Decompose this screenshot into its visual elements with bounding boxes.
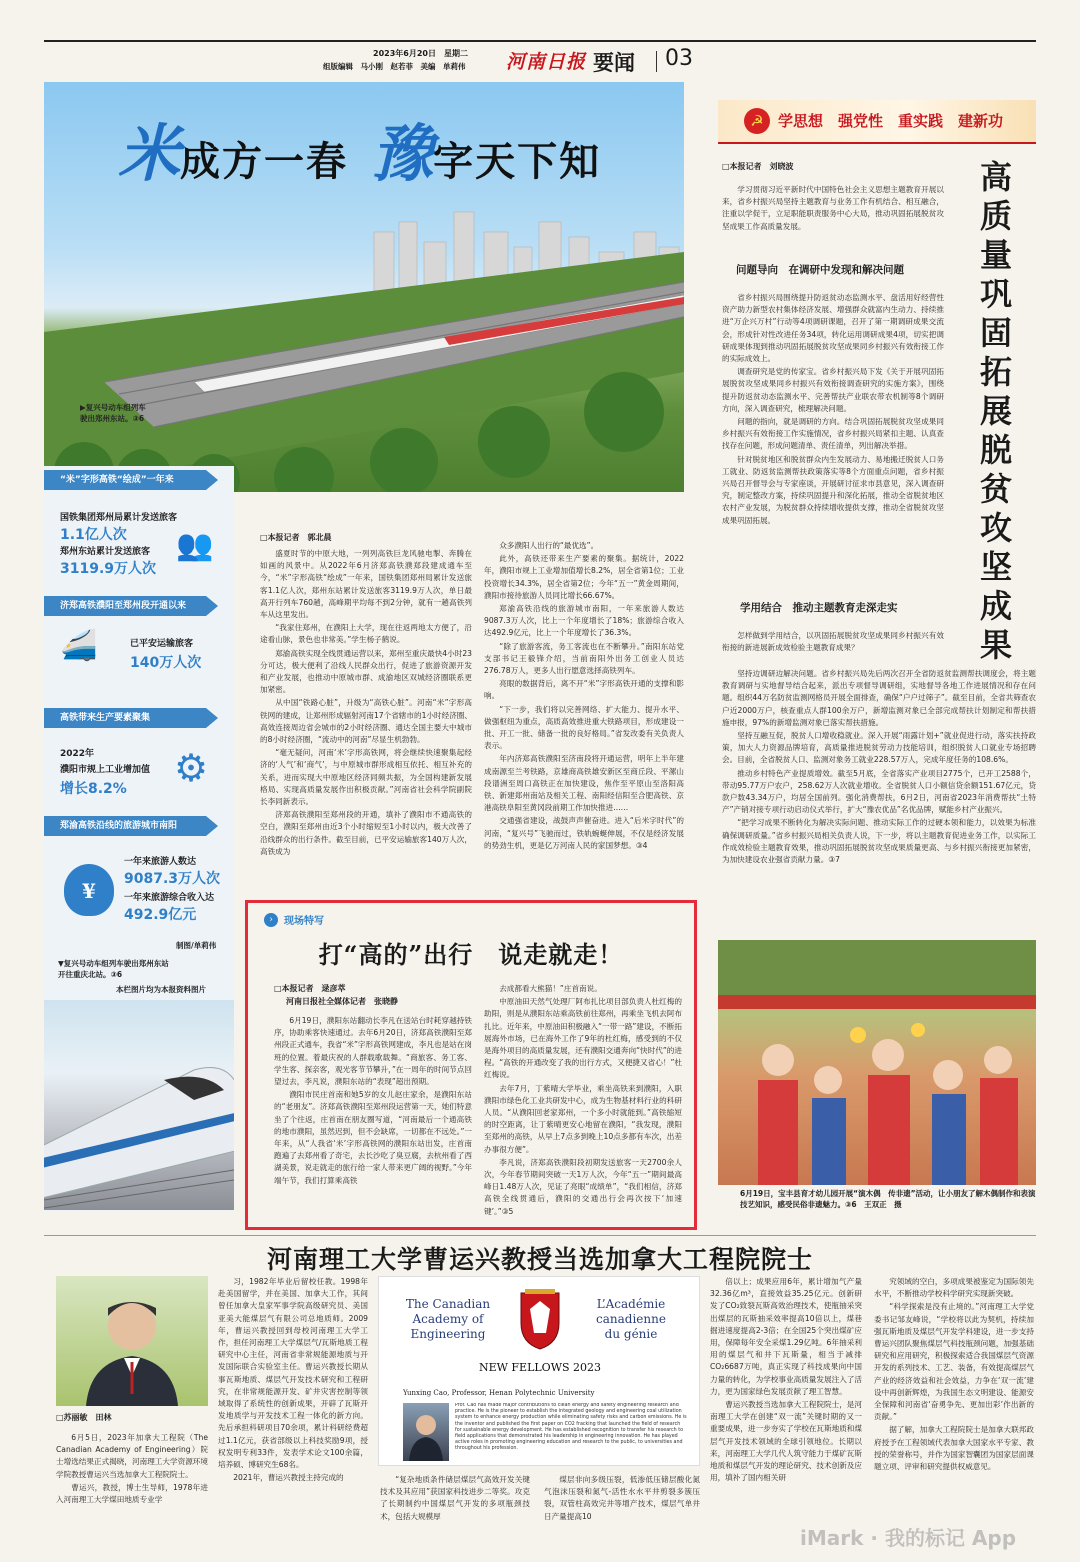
paragraph: 怎样做到学用结合，以巩固拓展脱贫攻坚成果同乡村振兴有效衔接的新进展新成效检验主题教育成果？ (722, 631, 944, 653)
cae-name-english: The Canadian Academy of Engineering (405, 1297, 491, 1341)
fellow-photo (403, 1403, 449, 1461)
fellow-photo-illustration (403, 1403, 449, 1461)
paragraph: 6月5日，2023年加拿大工程院（The Canadian Academy of Engineering）院士增选结果正式揭晓，河南理工大学资源环境学院教授曹运兴当选加拿大工程院院士。 (56, 1433, 208, 1479)
fellow-citation: Prof. Cao has made major contributions to clean energy and safety engineering research and practice. He is the pioneer to establish the integrated geology and engineering coal utilization system to enhance energy production while eliminating safety risks and carbon emissions. He is the inventor and published the first paper on CO2 fracking that launched the field of research for sustainable energy development. He has established recognition to transfer his research to field applications that demonstrated his leadership in engineering innovation. He has played active roles in promoting engineering education and research to the public, to universities and throughout his profession. (455, 1403, 687, 1452)
bottom-column-2 (218, 1276, 368, 1552)
paragraph: 去年7月，丁紫晴大学毕业，乘坐高铁来到濮阳，入职濮阳市绿色化工业共研发中心，成为生物基材料行业的科研人员。“从濮阳回老家郑州，一个多小时就能到。”高铁缩短的时空距离，让丁紫晴更安心地留在濮阳，“我发现，濮阳至郑州的高铁，从早上7点多到晚上10点多都有车次，出差办事很方便”。 (484, 1083, 682, 1154)
sidebar-photo-caption: ▼复兴号动车组列车驶出郑州东站 开往重庆北站。③6 (58, 959, 169, 979)
paragraph: 问题的指向，就是调研的方向。结合巩固拓展脱贫攻坚成果同乡村振兴有效衔接工作实施情况，省乡村振兴局紧扣主题、认真查找存在问题，形成问题清单、责任清单，列出解决举措。 (722, 417, 944, 451)
section-divider (656, 51, 657, 72)
right-subhead-2: 学用结合 推动主题教育走深走实 (740, 602, 898, 614)
headline-char: 坚 (979, 548, 1012, 586)
paragraph: “复杂地质条件储层煤层气高效开发关键技术及其应用”获国家科技进步二等奖。攻克了长期制约中国煤层气开发的多项瓶颈技术，包括大规模厚 (380, 1475, 530, 1521)
paragraph: 学习贯彻习近平新时代中国特色社会主义思想主题教育开展以来，省乡村振兴局坚持主题教育与业务工作有机结合、相互融合，注重以学促干，立足职能职责服务中心大局，推动巩固拓展脱贫攻坚成果工作高质量发展。 (722, 185, 944, 231)
train-photo (44, 1000, 234, 1210)
paragraph: 此外，高铁还带来生产要素的聚集。据统计，2022年，濮阳市规上工业增加值增长8.2%，居全省第1位；工业投资增长34.3%，居全省第2位；今年“五一”黄金周期间，濮阳市接待旅游人员同比增长66.67%。 (484, 554, 684, 600)
hero-title-char-1: 米 (118, 117, 181, 190)
featured-story-byline-1: □本报记者 逯彦萃 (274, 984, 346, 993)
headline-char: 拓 (979, 353, 1012, 391)
paragraph: 去成都看大熊猫！”庄首南说。 (499, 984, 602, 993)
featured-story-byline-2: 河南日报社全媒体记者 张晓静 (286, 997, 398, 1006)
money-bag-icon: ¥ (64, 864, 114, 916)
sidebar-header-1: “米”字形高铁“绘成”一年来 (44, 470, 206, 490)
paragraph: 习，1982年毕业后留校任教。1998年赴美国留学，并在美国、加拿大工作，其间曾任加拿大皇家军事学院高级研究员、美国亚美大能煤层气有限公司总地质师。2009年，曹运兴教授回到母校河南理工大学工作，担任河南理工大学煤层气/瓦斯地质工程研究中心主任，河南省非常规能源地质与开发国际联合实验室主任。曹运兴教授长期从事瓦斯地质、煤层气开发技术研究和工程研究，在非常规能源开发、矿井灾害控制等领域取得了系统性的创新成果，开辟了瓦斯开发地质学与开发技术工程一体化的新方向。先后承担科研项目70余项，累计科研经费超过1.1亿元，获省部级以上科技奖励9项，授权发明专利33件，发表学术论文100余篇，培养硕、博研究生68名。 (218, 1277, 368, 1470)
headline-char: 质 (979, 197, 1012, 235)
paragraph: 众多濮阳人出行的“最优选”。 (499, 541, 599, 550)
sidebar-stat-5-label: 一年来旅游人数达 (124, 857, 197, 867)
bottom-headline: 河南理工大学曹运兴教授当选加拿大工程院院士 (266, 1245, 813, 1274)
sidebar-stat-3-value: 140万人次 (130, 655, 202, 671)
right-subhead-1: 问题导向 在调研中发现和解决问题 (736, 264, 904, 276)
vertical-headline (968, 158, 1024, 665)
paragraph: 郑渝高铁实现全线贯通运营以来，郑州至重庆最快4小时23分可达，极大便利了沿线人民群众出行，促进了旅游资源开发和产业发展，也推动中原城市群、成渝地区双城经济圈联系更加紧密。 (260, 648, 472, 695)
paragraph: 济郑高铁濮阳至郑州段的开通，填补了濮阳市不通高铁的空白，濮阳至郑州由近3个小时缩短至1小时以内，极大改善了沿线群众的出行条件。截至目前，已平安运输旅客140万人次，高铁成为 (260, 810, 472, 856)
paragraph: 究领域的空白，多项成果被鉴定为国际领先水平，不断推动学校科学研究实现新突破。 (874, 1277, 1034, 1299)
sidebar-header-2: 济郑高铁濮阳至郑州段开通以来 (44, 596, 206, 616)
masthead-date: 2023年6月20日 星期二 (373, 49, 468, 58)
scene-label: 现场特写 (284, 916, 324, 927)
paragraph: 郑渝高铁沿线的旅游城市南阳，一年来旅游人数达9087.3万人次，比上一个年度增长了18%；旅游综合收入达492.9亿元，比上一个年度增长了36.3%。 (484, 604, 684, 638)
masthead-rule (44, 40, 1036, 42)
paragraph: 坚持边调研边解决问题。省乡村振兴局先后两次召开全省防返贫监测帮扶调度会，将主题教育调研与实地督导结合起来，派出专项督导调研组，实地督导各地工作进展情况和存在问题。组织44万名防贫监测网格员开展全面排查，确保“户户过筛子”。截至目前，全省共筛查农户近2000万户，核查重点人群100余万户，新增监测对象已全部完成帮扶计划制定和帮扶措施申报，97%的新增监测对象已落实帮扶措施。 (722, 669, 1036, 727)
people-icon: 👥 (176, 528, 214, 563)
paragraph: “毫无疑问，河南‘米’字形高铁网，将会继续快速聚集起经济的‘人气’和‘商气’，与中原城市群形成相互依托、相互补充的关系，进而实现大中原地区经济同频共振，为全国构建新发展格局、实现高质量发展作出积极贡献。”河南省社会科学院副院长李同新表示。 (260, 748, 472, 807)
paragraph: “我家住郑州，在濮阳上大学，现在往返两地太方便了，沿途看山脉，景色也非常美。”学生杨子鹤说。 (260, 623, 472, 645)
paragraph: 曹运兴教授当选加拿大工程院院士，是河南理工大学在创建“双一流”关键时期的又一重要成果，进一步夯实了学校在瓦斯地质和煤层气开发技术领域的全球引领地位。长期以来，河南理工大学几代人筑守能力于煤矿瓦斯地质和煤层气开发的理论研究、技术创新及应用，填补了国内相关研 (710, 1400, 862, 1483)
right-column-2-top (722, 630, 944, 666)
bottom-rule (44, 1235, 1036, 1236)
sidebar-stat-1-value: 1.1亿人次 (60, 527, 127, 543)
campaign-banner (718, 100, 1036, 144)
story1-column-1 (260, 548, 472, 893)
hero-photo (44, 82, 684, 492)
paragraph: 省乡村振兴局围绕提升防返贫动态监测水平、盘活用好经营性资产助力新型农村集体经济发展、增强群众就富内生动力、持续推进“万企兴万村”行动等4项调研课题，召开了第一期调研成果交流会，形成针对性改进任务34项，转化运用调研成果4项，切实把调研成果体现到推动巩固拓展脱贫攻坚成果同乡村振兴有效衔接工作的实际成效上。 (722, 293, 944, 364)
paragraph: 针对脱贫地区和脱贫群众内生发展动力、易地搬迁脱贫人口务工就业、防返贫监测帮扶政策落实等8个方面重点问题，省乡村振兴局召开督导会与专家座谈，开展研讨征求市县意见，深入调查研究，制定整改方案，持续巩固提升和深化拓展，推动全省脱贫地区农村产业发展，为脱贫群众持续增收提供支撑，推动全省脱贫攻坚成果巩固拓展。 (722, 454, 944, 525)
sidebar-stat-3-label: 已平安运输旅客 (130, 639, 194, 649)
sidebar-stat-6-label: 一年来旅游综合收入达 (124, 893, 215, 903)
hero-title (118, 104, 601, 193)
scene-label-icon: › (264, 913, 278, 927)
right-column-1 (722, 292, 944, 582)
bottom-column-1 (56, 1432, 208, 1552)
sidebar-header-3: 高铁带来生产要素聚集 (44, 708, 206, 728)
paragraph: 推动乡村特色产业提质增效。截至5月底，全省落实产业项目2775个，已开工2588个，带动95.77万户农户，258.62万人次就业增收。全省脱贫人口小额信贷余额151.67亿元，贷款户数43.34万户，均居全国前列。强化消费帮扶，6月2日，河南省2023年消费帮扶“土特产”产销对接专项行动启动仪式举行，扩大“豫农优品”名优品牌，赋能乡村产业振兴。 (722, 768, 1036, 815)
bottom-column-3 (380, 1474, 530, 1552)
hero-title-char-2: 豫 (371, 117, 434, 190)
paragraph: 煤层非向多级压裂，低渗低压储层酸化氮气泡沫压裂和氮气-活性水水平井剪裂多簇压裂，双管柱高效完井等增产技术，煤层气单井日产量提高10 (544, 1475, 700, 1521)
puppet-photo-caption: 6月19日，宝丰县育才幼儿园开展“演木偶 传非遗”活动，让小朋友了解木偶制作和表演技艺知识，感受民俗非遗魅力。③6 王双正 摄 (740, 1189, 1036, 1209)
featured-story-column-1 (274, 1015, 472, 1221)
story1-column-2 (484, 540, 684, 893)
paragraph: 年内济郑高铁濮阳至济南段将开通运营，明年上半年建成南源至兰考铁路，京雄商高铁雄安新区至商丘段、平漯山段谱洲至周口高铁正在加快建设，焦作至平原山至洛阳高铁、新建郑州南站及相关工程、南阳经信阳至合肥高铁、京港高铁阜阳至黄冈段前期工作加快推进…… (484, 754, 684, 813)
paragraph: “把学习成果不断转化为解决实际问题、推动实际工作的过硬本领和能力，以效果为标准确保调研质量。”省乡村振兴局相关负责人说，下一步，将以主题教育促进业务工作，以实际工作成效检验主题教育效果，推动巩固拓展脱贫攻坚成果质量更高、与乡村振兴衔接更加紧密，为加快建设农业强省贡献力量。③7 (722, 818, 1036, 865)
paragraph: “科学探索是没有止境的。”河南理工大学党委书记邹友峰说，“学校将以此为契机，持续加强瓦斯地质及煤层气开发学科建设，进一步支持曹运兴团队聚焦煤层气科技瓶颈问题，加强基础研究和应用研究，积极探索适合我国煤层气资源开发的系列技术、工艺、装备，有效提高煤层气产业的经济效益和社会效益，力争在‘双一流’建设中再创新辉煌，为我国生态文明建设、能源安全保障和河南省‘奋勇争先、更加出彩’作出新的贡献。” (874, 1302, 1034, 1422)
headline-char: 量 (979, 236, 1012, 274)
bottom-column-6 (874, 1276, 1034, 1552)
puppet-show-photo (718, 940, 1036, 1185)
paragraph: 濮阳市民庄首南和她5岁的女儿赵庄家余，是濮阳东站的“老朋友”。济郑高铁濮阳至郑州段运营第一天，她们特意坐了个往返，庄首南在朋友圈写道，“河南最后一个通高铁的地市濮阳，虽然迟到，但不会缺席，一切都在不远处。”一年来，从“人我省‘米’字形高铁网的濮阳东站出发，庄首南跑遍了去郑州看了奇宅，去长沙吃了臭豆腐，去杭州看了西湖美景，说走就走的旅行给一家人带来更广阔的视野。”今年端午节，我们打算乘高铁 (274, 1090, 472, 1185)
bottom-byline: □苏丽敏 田林 (56, 1413, 112, 1422)
paragraph: 中原油田天然气处理厂阿布扎比项目部负责人杜红梅的助阳，则是从濮阳东站乘高铁前往郑州，再乘坐飞机去阿布扎比。近年来，中原油田积极融入“一带一路”建设，不断拓展海外市场，已在海外工作了9年的杜红梅，感受到的不仅是海外项目的高质量发展，还有濮阳交通奔向“快时代”的进程。“高铁的开通改变了我的出行方式，又便捷又省心！”杜红梅说。 (484, 997, 682, 1080)
gear-icon: ⚙ (174, 746, 209, 790)
sidebar-stat-6-value: 492.9亿元 (124, 907, 197, 923)
paragraph: “下一步，我们将以完善网络、扩大能力、提升水平、做强枢纽为重点，高质高效推进重大铁路项目，形成建设一批、开工一批、储备一批的良好格局。”省发改委有关负责人表示。 (484, 704, 684, 751)
headline-char: 贫 (979, 470, 1012, 508)
headline-char: 巩 (979, 275, 1012, 313)
paragraph: 从中国“铁路心脏”，升级为“高铁心脏”。河南“米”字形高铁网的建成，让郑州形成辐射河南17个省辖市的1小时经济圈、高效连接周边省会城市的2小时经济圈、通达全国主要大中城市的8小时经济圈，“流动中的河南”尽显生机勃勃。 (260, 698, 472, 745)
section-name: 要闻 (593, 51, 635, 75)
headline-char: 展 (979, 392, 1012, 430)
cae-crest-icon (515, 1289, 565, 1351)
train-icon: 🚄 (60, 628, 98, 663)
headline-char: 固 (979, 314, 1012, 352)
paragraph: 曹运兴，教授，博士生导师，1978年进入河南理工大学煤田地质专业学 (56, 1482, 208, 1505)
newspaper-logo: 河南日报 (506, 51, 587, 73)
puppet-show-illustration (718, 940, 1036, 1185)
headline-char: 攻 (979, 509, 1012, 547)
campaign-banner-text: 学思想 强党性 重实践 建新功 (778, 112, 1004, 130)
featured-story-box (245, 900, 697, 1230)
app-watermark: iMark · 我的标记 App (800, 1526, 1017, 1550)
right-lead (722, 184, 944, 248)
cae-crest-svg (515, 1289, 565, 1351)
right-byline: □本报记者 刘晓波 (722, 162, 794, 171)
paragraph: “除了旅游客流，务工客流也在不断攀升。”南阳东站党支部书记王毅锋介绍，当前南阳外出务工创业人员达276.78万人，更多人出行愿意选择高铁列车。 (484, 641, 684, 676)
sidebar-stat-2-value: 3119.9万人次 (60, 561, 157, 577)
sidebar-stat-4-value: 增长8.2% (60, 781, 127, 797)
headline-char: 高 (979, 158, 1012, 196)
right-column-2 (722, 668, 1036, 940)
sidebar-credit: 制图/单莉伟 (176, 941, 217, 950)
hero-photo-caption: ▶复兴号动车组列车 驶出郑州东站。③6 (80, 403, 146, 423)
masthead-editors: 组版编辑 马小刚 赵若菲 美编 单莉伟 (323, 62, 466, 71)
cae-name-french: L’Académie canadienne du génie (596, 1297, 666, 1341)
paragraph: 2021年，曹运兴教授主持完成的 (233, 1473, 344, 1483)
hero-title-part-1: 成方一春 (180, 138, 349, 185)
paragraph: 交通强省建设，战鼓声声催奋进。进入“后米字时代”的河南，“复兴号”飞驰而过，铁轨蜿蜒伸展，不仅是经济发展的势劲生机，更是亿万河南人民的家国梦想。③4 (484, 816, 684, 850)
headline-char: 成 (979, 587, 1012, 625)
sidebar-stat-2-label: 郑州东站累计发送旅客 (60, 547, 151, 557)
fellows-certificate (378, 1276, 700, 1466)
paragraph: 倍以上；成果应用6年，累计增加气产量32.36亿m³，直接效益35.25亿元。创新研发了CO₂致裂瓦斯高效治理技术，使瓶抽采突出煤层的瓦斯抽采效率提高10倍以上，煤巷掘进速度提高2-3倍；在全国25个突出煤矿应用，保障每年安全采煤1.29亿吨。6年抽采利用的煤层气和井下瓦斯量，相当于减排CO₂6687万吨，真正实现了科技成果向中国力量的转化，为学校事业高质量发展注入了活力，更为国家绿色发展贡献了理工智慧。 (710, 1277, 862, 1396)
party-emblem-icon: ☭ (744, 108, 770, 134)
sidebar-stat-4-label: 濮阳市规上工业增加值 (60, 765, 151, 775)
sidebar-photo-credit: 本栏图片均为本报资料图片 (116, 985, 206, 994)
paragraph: 李凡说，济郑高铁濮阳段初期发送旅客一天2700余人次，今年春节期间突破一天1万人次，今年“五一”期间最高峰日1.48万人次，见证了亮眼“成绩单”，“我们相信，济郑高铁全线贯通后，濮阳的交通出行会再次按下‘加速键’。”③5 (484, 1157, 682, 1216)
new-fellows-label: NEW FELLOWS 2023 (478, 1361, 602, 1374)
sidebar-stat-5-value: 9087.3万人次 (124, 871, 221, 887)
page-number: 03 (665, 46, 693, 71)
portrait-illustration (56, 1276, 208, 1406)
paragraph: 6月19日，濮阳东站翻动长李凡在送站台时耗穿越持铁序，协助乘客快速通过。去年6月20日，济郑高铁濮阳至郑州段正式通车，我省“米”字形高铁网建成，李凡也是站在岗班的位置。着最庆祝的人群载歌载舞。“商旅客、务工客、学生客、探亲客，观光客节节攀升，”在一周年的时间节点回望过去，李凡说，濮阳东站的“表现”超出预期。 (274, 1016, 472, 1087)
featured-story-column-2 (484, 983, 682, 1221)
paragraph: 坚持互融互促，脱贫人口增收稳就业。深入开展“雨露计划+”就业促进行动，落实扶持政策，加大人力资源品牌培育，高质量推进脱贫劳动力技能培训，组织脱贫人口就业专场招聘会。目前，全省脱贫人口、监测对象务工就业228.57万人，完成年度任务的108.6%。 (722, 731, 1036, 765)
paragraph: 亮眼的数据背后，离不开“米”字形高铁开通的支撑和影响。 (484, 679, 684, 701)
paragraph: 盛夏时节的中原大地，一列列高铁巨龙风驰电掣、奔腾在如画的风景中。从2022年6月济郑高铁濮郑段建成通车至今，“米”字形高铁“绘成”一年来，国铁集团郑州局累计发送旅客1.1亿人次，郑州东站累计发送旅客3119.9万人次，单日最高开行列车760趟，高峰期平均每不到2分钟，就有一趟高铁列车从这里发出。 (260, 549, 472, 620)
bottom-column-5 (710, 1276, 862, 1552)
story1-byline: □本报记者 郭北晨 (260, 533, 332, 542)
sidebar-stat-1-label: 国铁集团郑州局累计发送旅客 (60, 513, 178, 523)
headline-char: 果 (979, 626, 1012, 664)
paragraph: 调查研究是党的传家宝。省乡村振兴局下发《关于开展巩固拓展脱贫攻坚成果同乡村振兴有效衔接调查研究的实施方案》，围绕提升防返贫动态监测水平、完善帮扶产业联农带农机制等8个调研方向，深入调查研究，梳理解决问题。 (722, 367, 944, 413)
headline-char: 脱 (979, 431, 1012, 469)
sidebar-stat-4-year: 2022年 (60, 749, 95, 759)
hero-title-part-2: 字天下知 (433, 138, 602, 185)
fellow-name: Yunxing Cao, Professor, Henan Polytechnic University (403, 1389, 595, 1397)
portrait-photo (56, 1276, 208, 1406)
sidebar-header-4: 郑渝高铁沿线的旅游城市南阳 (44, 816, 206, 836)
train-photo-illustration (44, 1000, 234, 1210)
featured-story-title: 打“高的”出行 说走就走！ (318, 940, 624, 969)
sidebar-infographic (44, 466, 234, 1211)
bottom-column-4 (544, 1474, 700, 1552)
paragraph: 据了解，加拿大工程院院士是加拿大联邦政府授予在工程领域代表加拿大国家水平专家、教授的荣誉称号，并作为国家智囊团为国家层面课题立项、评审和研究提供权威意见。 (874, 1425, 1034, 1472)
